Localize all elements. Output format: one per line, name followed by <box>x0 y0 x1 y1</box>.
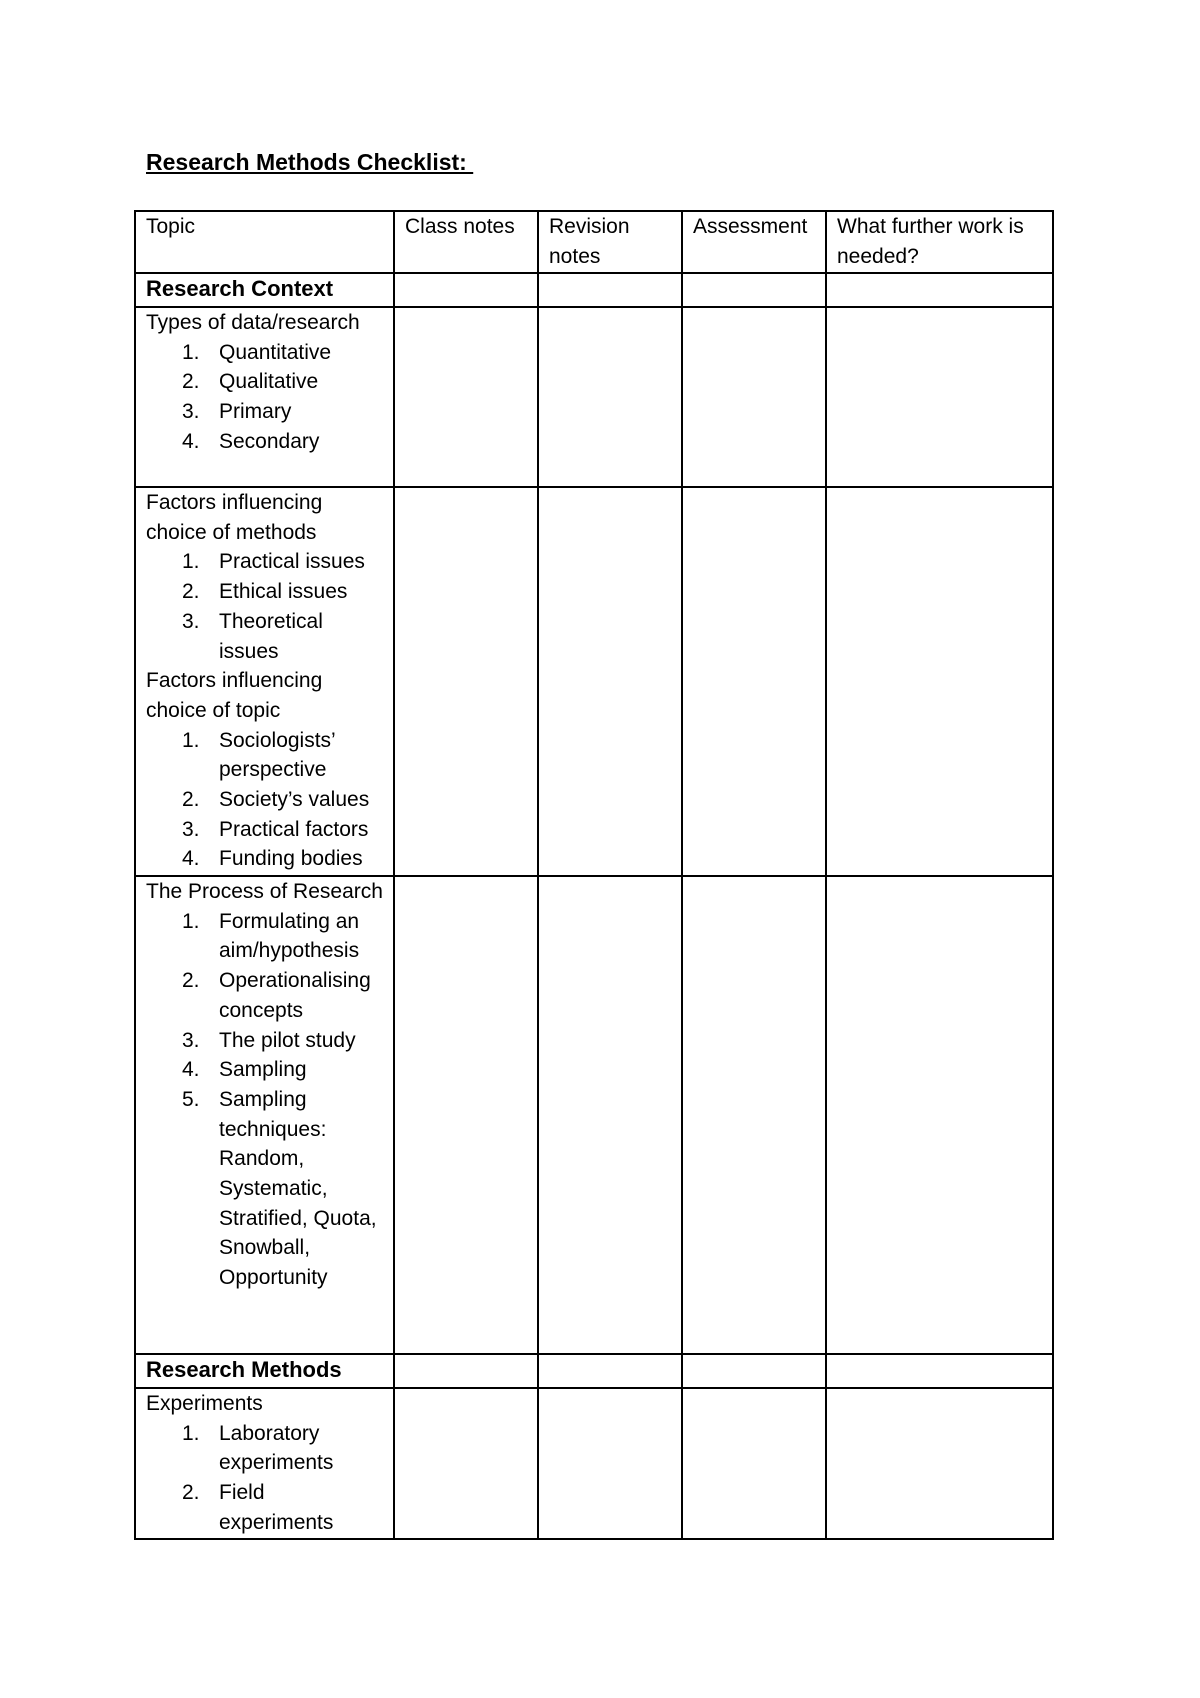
topic-heading: The Process of Research <box>146 880 383 903</box>
list-item: 4. Sampling <box>182 1058 307 1082</box>
list-item: 3. The pilot study <box>182 1028 356 1052</box>
list-item: 1. Laboratory experiments <box>182 1421 334 1475</box>
list-item: 1. Sociologists’ perspective <box>182 728 335 782</box>
assessment-cell[interactable] <box>682 307 826 487</box>
class-notes-cell[interactable] <box>394 487 538 876</box>
header-class-notes: Class notes <box>394 211 538 273</box>
class-notes-cell[interactable] <box>394 307 538 487</box>
section-heading: Research Context <box>135 273 394 307</box>
list-item: 5. Sampling techniques: Random, Systematic, Stratified, Quota, Snowball, Opportunity <box>182 1087 377 1290</box>
assessment-cell[interactable] <box>682 1354 826 1388</box>
class-notes-cell[interactable] <box>394 876 538 1354</box>
list-item: 2. Field experiments <box>182 1481 334 1534</box>
header-topic: Topic <box>135 211 394 273</box>
revision-notes-cell[interactable] <box>538 307 682 487</box>
list-item: 2. Ethical issues <box>182 580 348 604</box>
list-item: 1. Formulating an aim/hypothesis <box>182 909 360 963</box>
topic-heading: Experiments <box>146 1392 263 1415</box>
list-item: 2. Qualitative <box>182 370 319 394</box>
list-item: 3. Primary <box>182 400 292 424</box>
list-item: 3. Theoretical issues <box>182 609 323 663</box>
assessment-cell[interactable] <box>682 487 826 876</box>
list-item: 1. Quantitative <box>182 340 332 364</box>
further-work-cell[interactable] <box>826 307 1053 487</box>
revision-notes-cell[interactable] <box>538 1354 682 1388</box>
topic-list <box>146 726 383 875</box>
topic-list <box>146 547 383 666</box>
header-further-work: What further work is needed? <box>826 211 1053 273</box>
topic-row <box>135 307 1053 487</box>
topic-list <box>146 907 383 1293</box>
topic-heading: Factors influencing choice of methods <box>146 491 323 544</box>
class-notes-cell[interactable] <box>394 1388 538 1539</box>
topic-list <box>146 1419 383 1538</box>
class-notes-cell[interactable] <box>394 273 538 307</box>
topic-cell <box>135 307 394 487</box>
further-work-cell[interactable] <box>826 876 1053 1354</box>
header-assessment: Assessment <box>682 211 826 273</box>
topic-row <box>135 487 1053 876</box>
list-item: 1. Practical issues <box>182 550 365 574</box>
header-row <box>135 211 1053 273</box>
class-notes-cell[interactable] <box>394 1354 538 1388</box>
list-item: 3. Practical factors <box>182 817 369 841</box>
assessment-cell[interactable] <box>682 1388 826 1539</box>
revision-notes-cell[interactable] <box>538 487 682 876</box>
section-heading: Research Methods <box>135 1354 394 1388</box>
topic-row <box>135 876 1053 1354</box>
list-item: 4. Funding bodies <box>182 847 363 871</box>
further-work-cell[interactable] <box>826 273 1053 307</box>
header-revision-notes: Revision notes <box>538 211 682 273</box>
topic-row <box>135 1388 1053 1539</box>
further-work-cell[interactable] <box>826 1388 1053 1539</box>
topic-cell <box>135 876 394 1354</box>
topic-heading: Types of data/research <box>146 311 360 334</box>
further-work-cell[interactable] <box>826 1354 1053 1388</box>
assessment-cell[interactable] <box>682 876 826 1354</box>
list-item: 2. Society’s values <box>182 788 370 812</box>
page-title: Research Methods Checklist: <box>146 149 474 175</box>
checklist-table <box>134 210 1054 1540</box>
section-row <box>135 1354 1053 1388</box>
topic-list <box>146 338 383 457</box>
list-item: 4. Secondary <box>182 429 320 453</box>
list-item: 2. Operationalising concepts <box>182 969 371 1022</box>
topic-cell <box>135 487 394 876</box>
assessment-cell[interactable] <box>682 273 826 307</box>
topic-heading: Factors influencing choice of topic <box>146 669 323 722</box>
revision-notes-cell[interactable] <box>538 1388 682 1539</box>
section-row <box>135 273 1053 307</box>
revision-notes-cell[interactable] <box>538 273 682 307</box>
further-work-cell[interactable] <box>826 487 1053 876</box>
topic-cell <box>135 1388 394 1539</box>
revision-notes-cell[interactable] <box>538 876 682 1354</box>
